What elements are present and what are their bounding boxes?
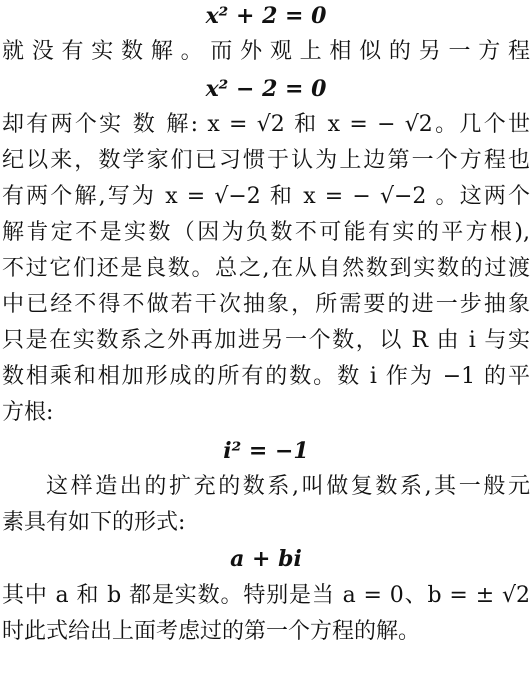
text-line-13: 其中 a 和 b 都是实数。特别是当 a = 0、b = ± √2: [2, 583, 530, 608]
equation-a-plus-bi: a + bi: [230, 546, 302, 572]
text-line-14: 时此式给出上面考虑过的第一个方程的解。: [2, 619, 421, 644]
text-line-9: 数相乘和相加形成的所有的数。数 i 作为 −1 的平: [2, 364, 530, 389]
equation-x2-minus-2: x² − 2 = 0: [205, 76, 327, 102]
text-line-4: 有两个解,写为 x = √−2 和 x = − √−2 。这两个: [2, 184, 530, 209]
text-line-3: 纪以来，数学家们已习惯于认为上边第一个方程也: [2, 148, 530, 173]
text-line-12: 素具有如下的形式:: [2, 510, 186, 535]
text-line-2: 却有两个实 数 解: x = √2 和 x = − √2。几个世: [2, 112, 530, 137]
text-line-8: 只是在实数系之外再加进另一个数，以 R 由 i 与实: [2, 328, 530, 353]
text-line-6: 不过它们还是良数。总之,在从自然数到实数的过渡: [2, 256, 530, 281]
text-line-1: 就没有实数解。而外观上相似的另一方程: [2, 39, 530, 64]
text-line-5: 解肯定不是实数（因为负数不可能有实的平方根),: [2, 220, 530, 245]
text-line-7: 中已经不得不做若干次抽象，所需要的进一步抽象: [2, 292, 530, 317]
equation-x2-plus-2: x² + 2 = 0: [205, 3, 327, 29]
text-line-11: 这样造出的扩充的数系,叫做复数系,其一般元: [46, 474, 530, 499]
equation-i-squared: i² = −1: [223, 438, 309, 464]
text-line-10: 方根:: [2, 400, 54, 425]
